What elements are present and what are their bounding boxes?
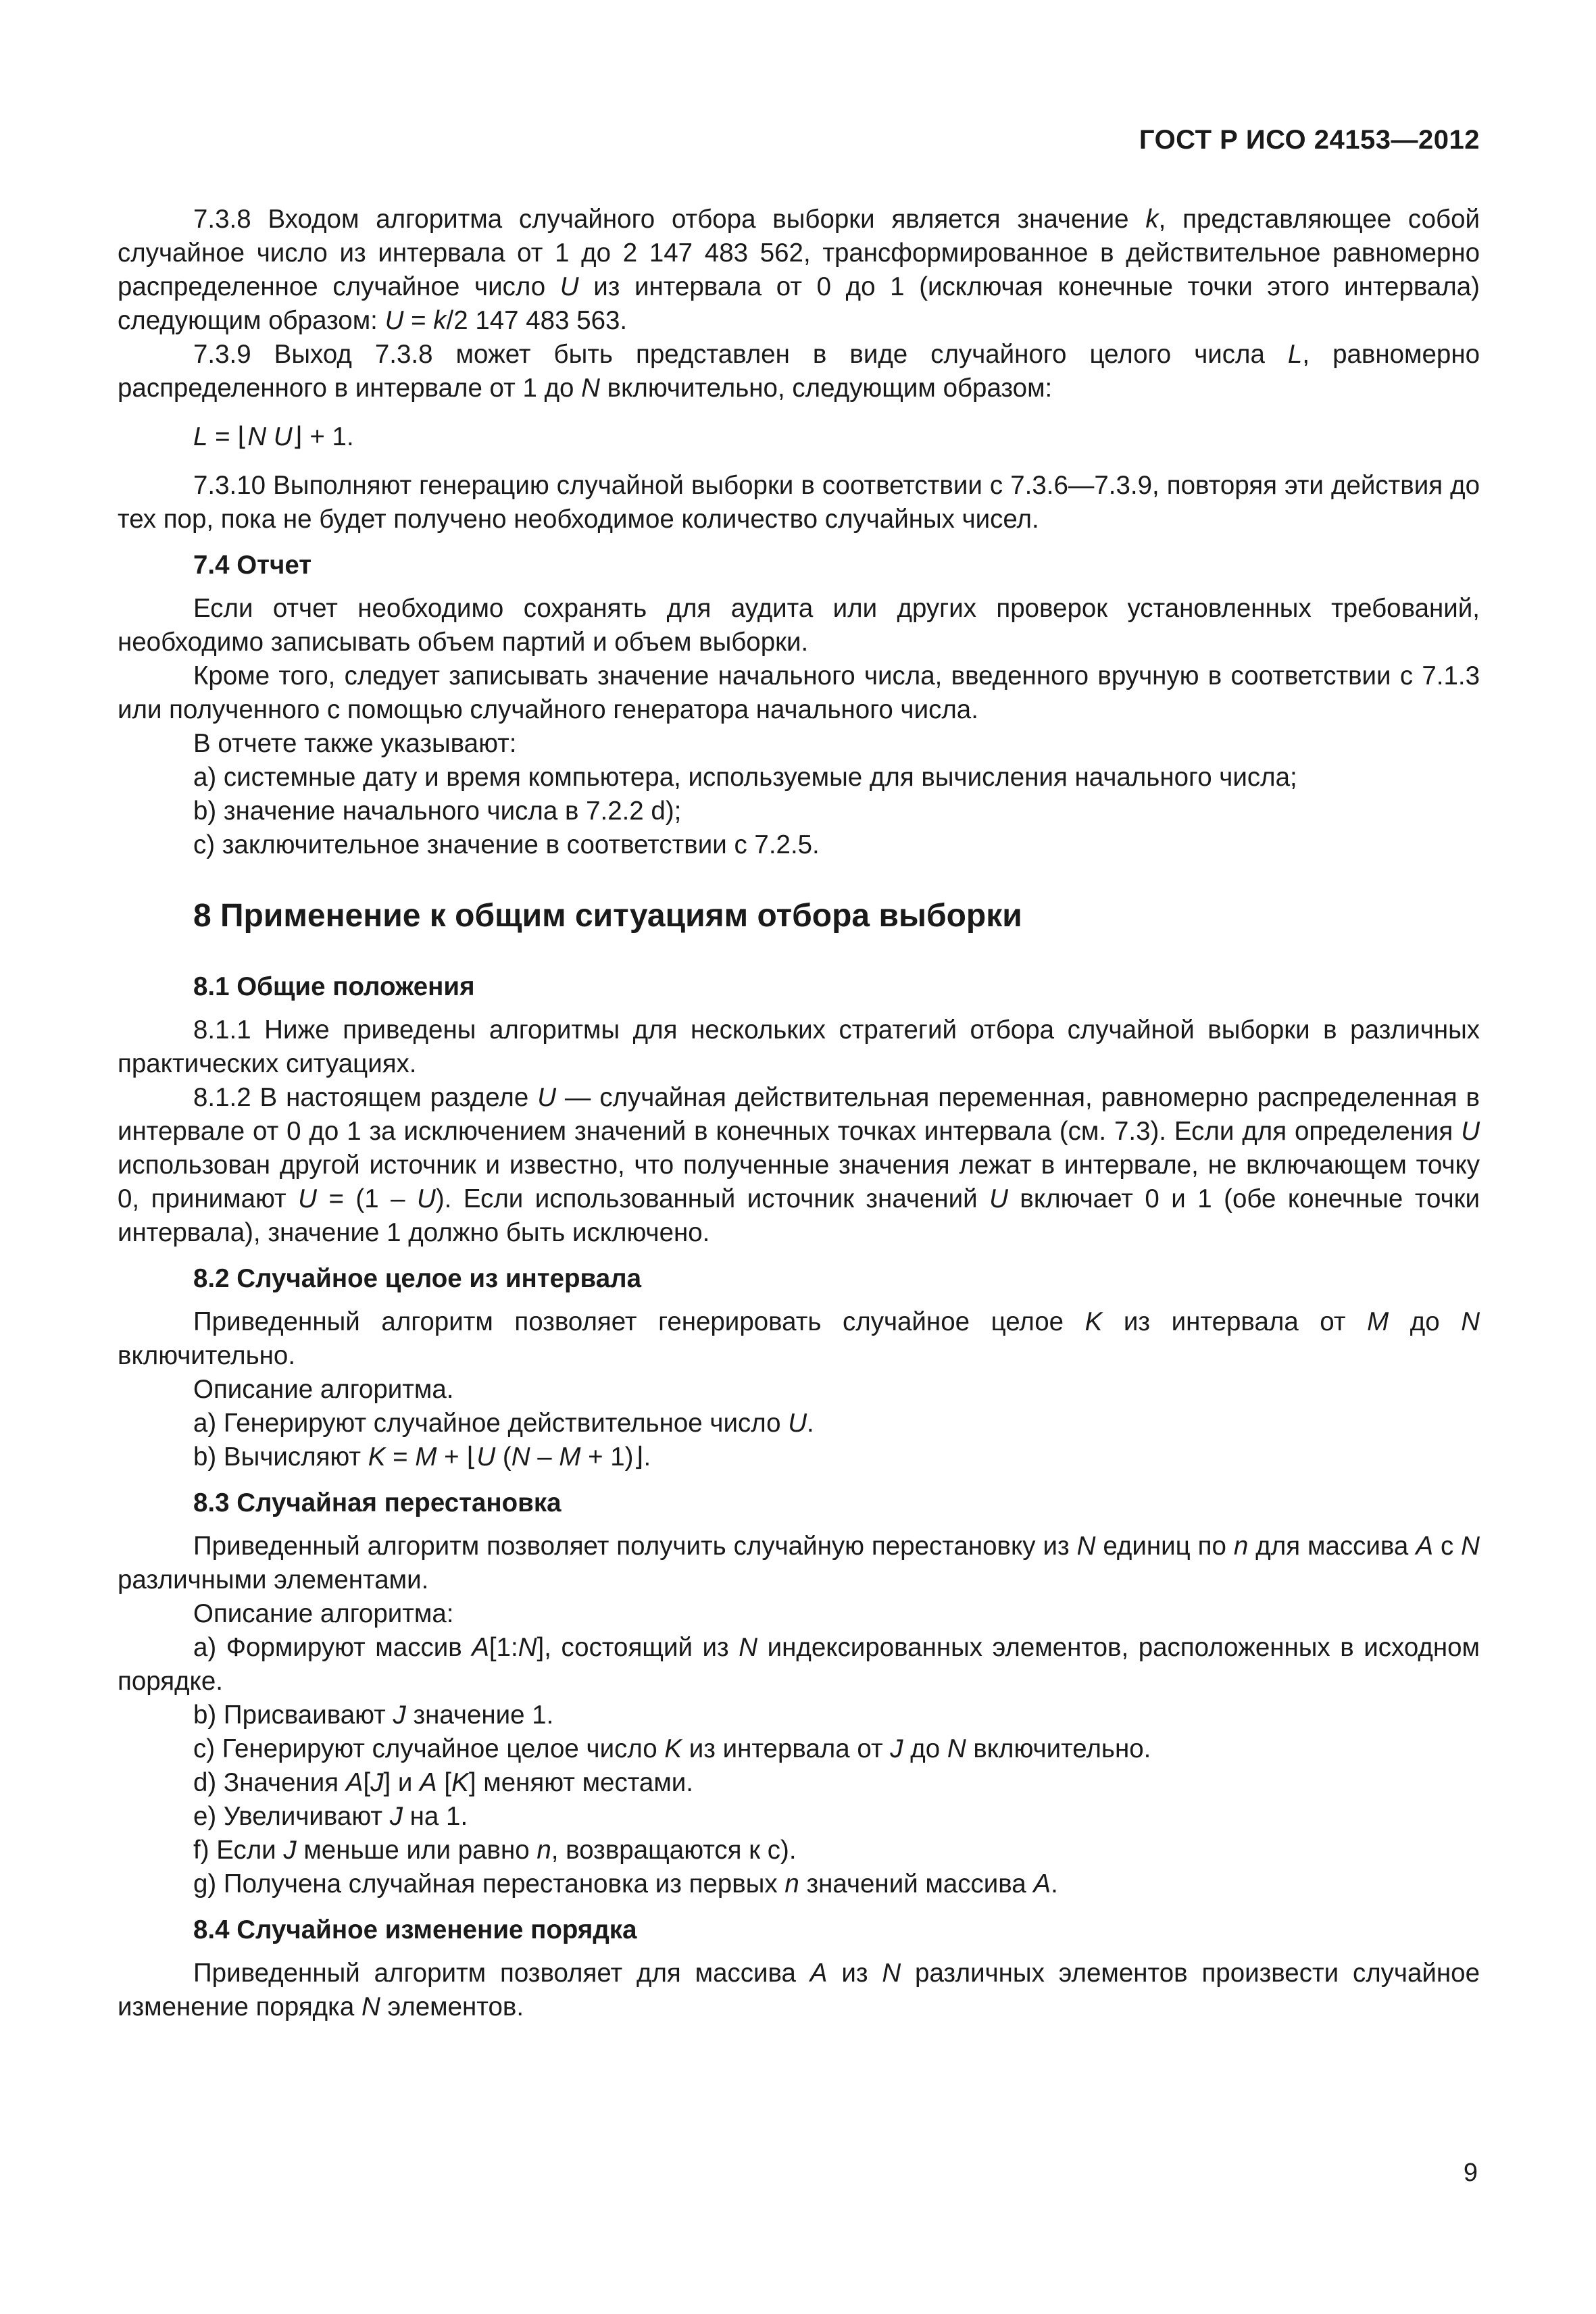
section-8-3-title: 8.3 Случайная перестановка [193, 1488, 562, 1517]
section-7-4-title: 7.4 Отчет [193, 551, 312, 580]
list-item: d) Значения A[J] и A [K] меняют местами. [193, 1768, 693, 1797]
paragraph-8-2-2: Описание алгоритма. [193, 1375, 454, 1404]
list-item: b) значение начального числа в 7.2.2 d); [193, 797, 682, 826]
formula-L: L = ⌊N U⌋ + 1. [193, 422, 354, 451]
paragraph-7-3-8: 7.3.8 Входом алгоритма случайного отбора выборки является значение k, представляющее собой случайное число из интервала от 1 до 2 147 483 562, трансформированное в действительное равномерно распределенное случайное число U из интервала от 0 до 1 (исключая конечные точки этого интервала) следующим образом: U = k/2 147 483 563. [118, 205, 1480, 335]
paragraph-8-4-1: Приведенный алгоритм позволяет для массива A из N различных элементов произвести случайное изменение порядка N элементов. [118, 1959, 1480, 2021]
section-8-1-title: 8.1 Общие положения [193, 972, 475, 1001]
section-8-2-title: 8.2 Случайное целое из интервала [193, 1264, 641, 1293]
list-item: a) системные дату и время компьютера, используемые для вычисления начального числа; [193, 763, 1297, 792]
section-8-title: 8 Применение к общим ситуациям отбора выборки [193, 898, 1022, 934]
paragraph-7-4-1: Если отчет необходимо сохранять для аудита или других проверок установленных требований, необходимо записывать объем партий и объем выборки. [118, 594, 1480, 657]
page-number: 9 [1463, 2159, 1478, 2187]
standard-header: ГОСТ Р ИСО 24153—2012 [1139, 125, 1480, 155]
paragraph-8-2-1: Приведенный алгоритм позволяет генерировать случайное целое K из интервала от M до N включительно. [118, 1307, 1480, 1370]
section-8-4-title: 8.4 Случайное изменение порядка [193, 1915, 637, 1944]
list-item: g) Получена случайная перестановка из первых n значений массива A. [193, 1869, 1058, 1898]
paragraph-7-3-9: 7.3.9 Выход 7.3.8 может быть представлен в виде случайного целого числа L, равномерно распределенного в интервале от 1 до N включительно, следующим образом: [118, 340, 1480, 403]
list-item: c) Генерируют случайное целое число K из интервала от J до N включительно. [193, 1734, 1151, 1763]
list-item: e) Увеличивают J на 1. [193, 1802, 468, 1831]
list-item: a) Генерируют случайное действительное число U. [193, 1409, 814, 1438]
list-item: b) Присваивают J значение 1. [193, 1701, 554, 1730]
paragraph-8-3-2: Описание алгоритма: [193, 1599, 454, 1628]
list-item: b) Вычисляют K = M + ⌊U (N – M + 1)⌋. [193, 1442, 651, 1472]
paragraph-8-1-1: 8.1.1 Ниже приведены алгоритмы для нескольких стратегий отбора случайной выборки в различных практических ситуациях. [118, 1015, 1480, 1078]
list-item: a) Формируют массив A[1:N], состоящий из N индексированных элементов, расположенных в исходном порядке. [118, 1633, 1480, 1696]
page-content [118, 203, 1480, 2024]
paragraph-7-3-10: 7.3.10 Выполняют генерацию случайной выборки в соответствии с 7.3.6—7.3.9, повторяя эти действия до тех пор, пока не будет получено необходимое количество случайных чисел. [118, 471, 1480, 534]
paragraph-7-4-2: Кроме того, следует записывать значение начального числа, введенного вручную в соответствии с 7.1.3 или полученного с помощью случайного генератора начального числа. [118, 661, 1480, 724]
list-item: f) Если J меньше или равно n, возвращаются к c). [193, 1836, 797, 1865]
list-item: c) заключительное значение в соответствии с 7.2.5. [193, 830, 820, 859]
paragraph-8-1-2: 8.1.2 В настоящем разделе U — случайная действительная переменная, равномерно распределенная в интервале от 0 до 1 за исключением значений в конечных точках интервала (см. 7.3). Если для определения U использован другой источник и известно, что полученные значения лежат в интервале, не включающем точку 0, принимают U = (1 – U). Если использованный источник значений U включает 0 и 1 (обе конечные точки интервала), значение 1 должно быть исключено. [118, 1083, 1480, 1247]
paragraph-8-3-1: Приведенный алгоритм позволяет получить случайную перестановку из N единиц по n для массива A с N различными элементами. [118, 1532, 1480, 1594]
paragraph-7-4-3: В отчете также указывают: [193, 729, 517, 758]
